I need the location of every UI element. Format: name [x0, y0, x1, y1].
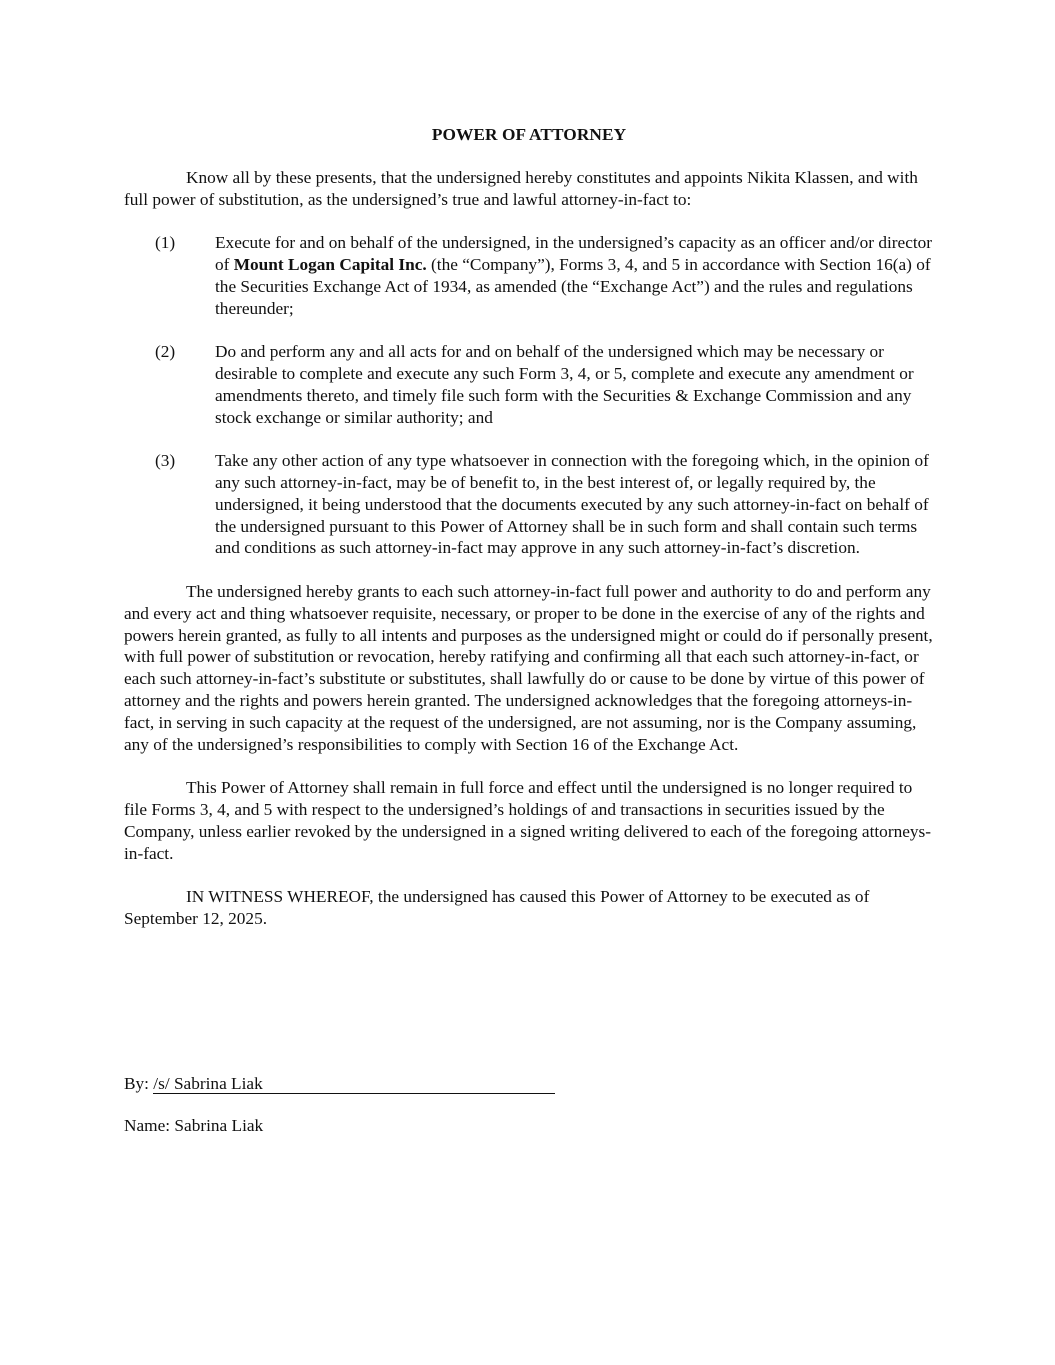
- list-item: [124, 232, 934, 319]
- signature-text: /s/ Sabrina Liak: [153, 1074, 263, 1093]
- item-text-continued: (the “Company”), Forms 3, 4, and 5 in accordance with Section 16(a) of the Securities Exchange Act of 1934, as amended (the “Exchange Act”) and the rules and regulations thereunder;: [215, 254, 931, 318]
- powers-list: [124, 232, 934, 559]
- signature-line: [124, 1073, 724, 1095]
- item-text: Execute for and on behalf of the undersigned, in the undersigned’s capacity as an officer and/or director of: [215, 233, 933, 274]
- name-label: Name:: [124, 1115, 171, 1135]
- document-page: [124, 124, 934, 951]
- item-number: (3): [155, 451, 176, 471]
- witness-paragraph: IN WITNESS WHEREOF, the undersigned has caused this Power of Attorney to be executed as of September 12, 2025.: [124, 887, 870, 928]
- item-number: (1): [155, 233, 176, 253]
- company-name: Mount Logan Capital Inc.: [233, 254, 427, 274]
- item-text: Do and perform any and all acts for and on behalf of the undersigned which may be necessary or desirable to complete and execute any such Form 3, 4, or 5, complete and execute any amendment or amendments thereto, and timely file such form with the Securities & Exchange Commission and any stock exchange or similar authority; and: [215, 342, 914, 427]
- signature-value: [153, 1074, 555, 1094]
- name-line: [124, 1115, 724, 1137]
- duration-paragraph: This Power of Attorney shall remain in full force and effect until the undersigned is no longer required to file Forms 3, 4, and 5 with respect to the undersigned’s holdings of and transactions in securities issued by the Company, unless earlier revoked by the undersigned in a signed writing delivered to each of the foregoing attorneys-in-fact.: [124, 778, 932, 863]
- item-text: Take any other action of any type whatsoever in connection with the foregoing which, in the opinion of any such attorney-in-fact, may be of benefit to, in the best interest of, or legally required by, the undersigned, it being understood that the documents executed by any such attorney-in-fact on behalf of the undersigned pursuant to this Power of Attorney shall be in such form and shall contain such terms and conditions as such attorney-in-fact may approve in any such attorney-in-fact’s discretion.: [215, 451, 929, 558]
- item-number: (2): [155, 342, 176, 362]
- grant-paragraph: The undersigned hereby grants to each such attorney-in-fact full power and authority to do and perform any and every act and thing whatsoever requisite, necessary, or proper to be done in the exercise of any of the rights and powers herein granted, as fully to all intents and purposes as the undersigned might or could do if personally present, with full power of substitution or revocation, hereby ratifying and confirming all that each such attorney-in-fact, or each such attorney-in-fact’s substitute or substitutes, shall lawfully do or cause to be done by virtue of this power of attorney and the rights and powers herein granted. The undersigned acknowledges that the foregoing attorneys-in-fact, in serving in such capacity at the request of the undersigned, are not assuming, nor is the Company assuming, any of the undersigned’s responsibilities to comply with Section 16 of the Exchange Act.: [124, 581, 933, 754]
- document-title: POWER OF ATTORNEY: [431, 125, 627, 144]
- signature-block: [124, 1073, 724, 1137]
- intro-paragraph: Know all by these presents, that the undersigned hereby constitutes and appoints Nikita Klassen, and with full power of substitution, as the undersigned’s true and lawful attorney-in-fact to:: [124, 167, 918, 209]
- by-label: By:: [124, 1074, 149, 1093]
- list-item: [124, 450, 934, 559]
- name-value: Sabrina Liak: [174, 1115, 264, 1135]
- list-item: [124, 341, 934, 428]
